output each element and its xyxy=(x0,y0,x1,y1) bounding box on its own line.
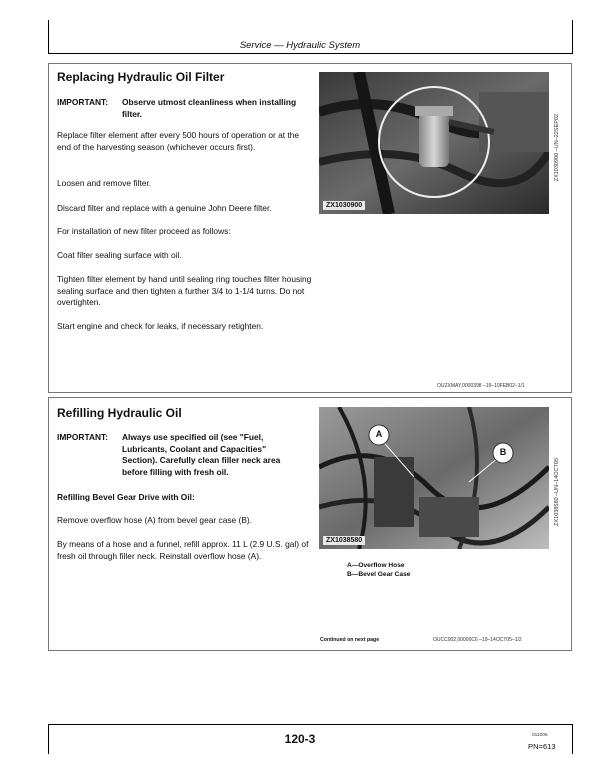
section-refilling-oil xyxy=(48,397,572,651)
date-code: 011006 xyxy=(532,733,548,738)
callout-a: A xyxy=(375,429,383,439)
footer-rule xyxy=(48,724,573,725)
oil-photo xyxy=(319,407,549,549)
filter-photo-illustration xyxy=(319,72,549,214)
paragraph: Start engine and check for leaks, if necessary retighten. xyxy=(57,321,264,331)
important-text: Observe utmost cleanliness when installing filter. xyxy=(122,97,297,119)
paragraph: Remove overflow hose (A) from bevel gear case (B). xyxy=(57,515,253,525)
running-title: Service — Hydraulic System xyxy=(239,40,361,51)
paragraph: Discard filter and replace with a genuine John Deere filter. xyxy=(57,203,272,213)
paragraph: Loosen and remove filter. xyxy=(57,178,152,188)
important-label: IMPORTANT: xyxy=(57,432,109,442)
continued-note: Continued on next page xyxy=(320,637,380,643)
legend-item: A—Overflow Hose xyxy=(347,562,405,569)
section-title: Refilling Hydraulic Oil xyxy=(57,406,182,420)
photo-side-code: ZX1038580 –UN–14OCT05 xyxy=(554,458,560,526)
paragraph: Tighten filter element by hand until sealing ring touches filter housing sealing surface and then tighten a further 3/4 to 1-1/4 turns. Do not overtighten. xyxy=(57,274,312,307)
page-number: 120-3 xyxy=(284,732,316,746)
legend xyxy=(347,561,410,579)
photo-label: ZX1038580 xyxy=(323,536,365,545)
reference-code: OUZXMAY,0000398 –19–10FEB02–1/1 xyxy=(437,383,525,389)
photo-label: ZX1030900 xyxy=(323,201,365,210)
section-title: Replacing Hydraulic Oil Filter xyxy=(57,70,225,84)
important-text: Always use specified oil (see "Fuel, Lubricants, Coolant and Capacities" Section). Carefully clean filler neck area before filling with fresh oil. xyxy=(122,432,281,477)
paragraph: By means of a hose and a funnel, refill approx. 11 L (2.9 U.S. gal) of fresh oil through filler neck. Reinstall overflow hose (A). xyxy=(57,539,309,561)
photo-side-code: ZX1030900 –UN–22SEP02 xyxy=(554,114,560,182)
reference-code: OUCC002,00000C6 –19–14OCT05–1/2 xyxy=(433,637,522,643)
oil-photo-illustration xyxy=(319,407,549,549)
subheading: Refilling Bevel Gear Drive with Oil: xyxy=(57,492,195,502)
header-rule xyxy=(48,53,573,54)
filter-photo xyxy=(319,72,549,214)
pn-number: PN=613 xyxy=(528,742,556,751)
callout-b: B xyxy=(499,447,507,457)
section-replacing-filter xyxy=(48,63,572,393)
paragraph: For installation of new filter proceed as follows: xyxy=(57,226,231,236)
important-label: IMPORTANT: xyxy=(57,97,109,107)
paragraph: Coat filter sealing surface with oil. xyxy=(57,250,182,260)
legend-item: B—Bevel Gear Case xyxy=(347,571,411,578)
paragraph: Replace filter element after every 500 hours of operation or at the end of the harvesting season (whichever occurs first). xyxy=(57,130,300,152)
